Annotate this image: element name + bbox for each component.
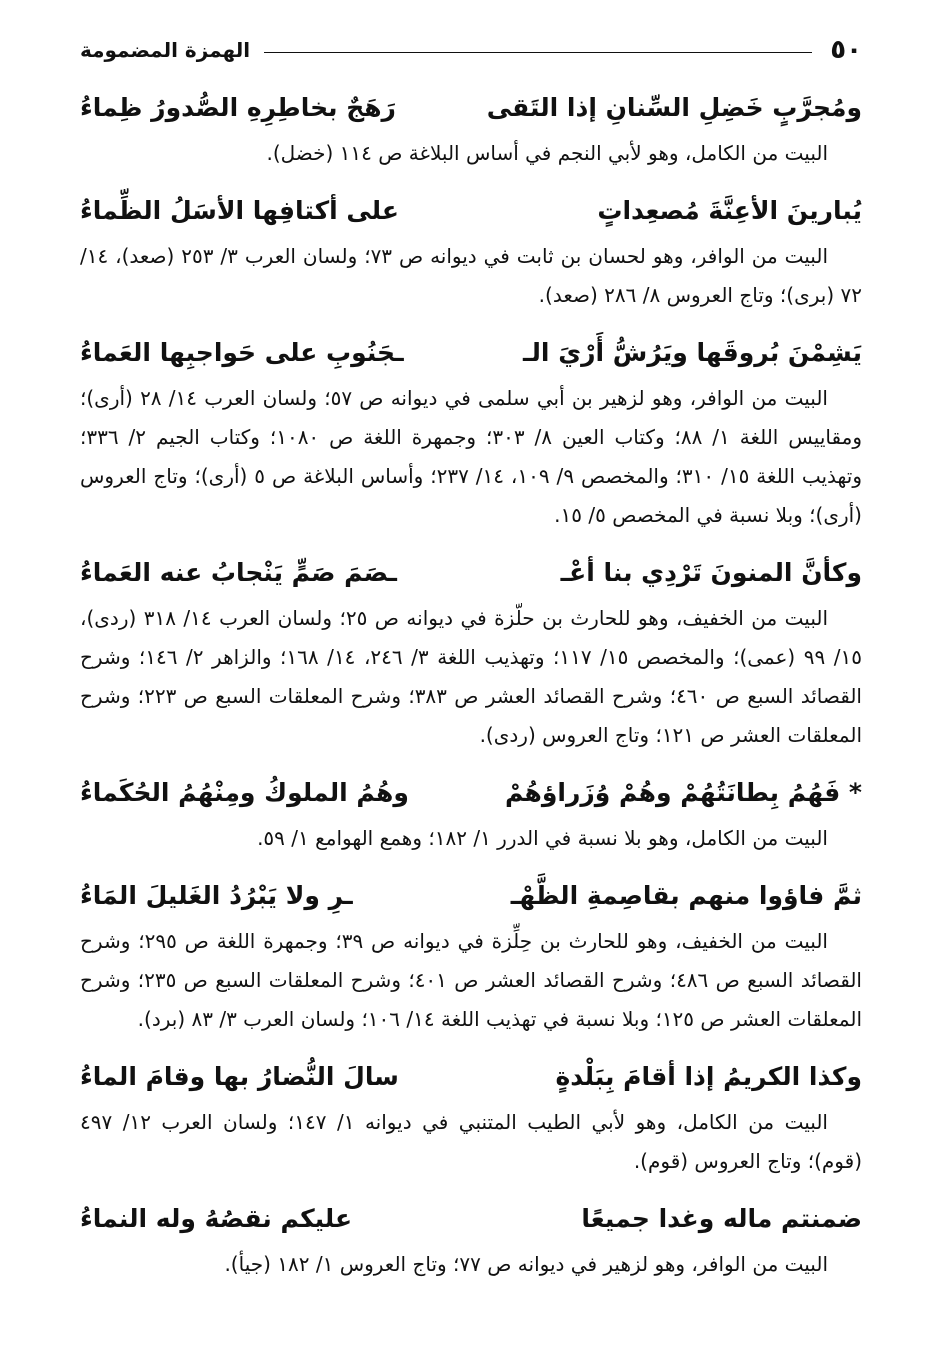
verse-second-hemistich: رَهَجٌ بخاطِرِهِ الصُّدورُ ظِماءُ xyxy=(80,93,396,122)
verse-second-hemistich: ـجَنُوبِ على حَواجبِها العَماءُ xyxy=(80,338,404,367)
verse-second-hemistich: وهُمُ الملوكُ ومِنْهُمُ الحُكَماءُ xyxy=(80,778,409,807)
verse-first-hemistich: ضمنتم ماله وغدا جميعًا xyxy=(581,1204,862,1233)
verse-line xyxy=(80,191,862,231)
verse-entry xyxy=(80,1057,862,1181)
verse-commentary: البيت من الكامل، وهو لأبي النجم في أساس البلاغة ص ١١٤ (خضل). xyxy=(266,141,828,165)
verse-first-hemistich: ثمَّ فاؤوا منهم بقاصِمةِ الظَّهْـ xyxy=(510,881,862,910)
verse-commentary: البيت من الكامل، وهو بلا نسبة في الدرر ١/ ١٨٢؛ وهمع الهوامع ١/ ٥٩. xyxy=(257,826,828,850)
verse-commentary: البيت من الخفيف، وهو للحارث بن حلّزة في ديوانه ص ٢٥؛ ولسان العرب ١٤/ ٣١٨ (ردى)، ١٥/ ٩٩ (عمى)؛ والمخصص ١٥/ ١١٧؛ وتهذيب اللغة ٣/ ٢٤٦، ١٤/ ١٦٨؛ والزاهر ٢/ ١٤٦؛ وشرح القصائد السبع ص ٤٦٠؛ وشرح القصائد العشر ص ٣٨٣؛ وشرح المعلقات السبع ص ٢٢٣؛ وشرح المعلقات العشر ص ١٢١؛ وتاج العروس (ردى). xyxy=(80,606,862,747)
verse-commentary: البيت من الكامل، وهو لأبي الطيب المتنبي في ديوانه ١/ ١٤٧؛ ولسان العرب ١٢/ ٤٩٧ (قوم)؛ وتاج العروس (قوم). xyxy=(80,1110,862,1173)
verse-entry xyxy=(80,333,862,535)
verse-commentary: البيت من الوافر، وهو لزهير بن أبي سلمى في ديوانه ص ٥٧؛ ولسان العرب ١٤/ ٢٨ (أرى)؛ ومقاييس اللغة ١/ ٨٨؛ وكتاب العين ٨/ ٣٠٣؛ وجمهرة اللغة ص ١٠٨٠؛ وكتاب الجيم ٢/ ٣٣٦؛ وتهذيب اللغة ١٥/ ٣١٠؛ والمخصص ٩/ ١٠٩، ١٤/ ٢٣٧؛ وأساس البلاغة ص ٥ (أرى)؛ وتاج العروس (أرى)؛ وبلا نسبة في المخصص ٥/ ١٥. xyxy=(80,386,862,527)
verse-commentary: البيت من الخفيف، وهو للحارث بن حِلِّزة في ديوانه ص ٣٩؛ وجمهرة اللغة ص ٢٩٥؛ وشرح القصائد السبع ص ٤٨٦؛ وشرح القصائد العشر ص ٤٠١؛ وشرح المعلقات السبع ص ٢٣٥؛ وشرح المعلقات العشر ص ١٢٥؛ وبلا نسبة في تهذيب اللغة ١٤/ ١٠٦؛ ولسان العرب ٣/ ٨٣ (برد). xyxy=(80,929,862,1031)
verse-second-hemistich: ـرِ ولا يَبْرُدُ الغَليلَ المَاءُ xyxy=(80,881,353,910)
verse-entry xyxy=(80,773,862,858)
verse-first-hemistich: وكأنَّ المنونَ تَرْدِي بنا أعْـ xyxy=(560,558,862,587)
page-header xyxy=(80,30,862,70)
verse-entry xyxy=(80,191,862,315)
verse-second-hemistich: ـصَمَ صَمٍّ يَنْجابُ عنه العَماءُ xyxy=(80,558,397,587)
verse-first-hemistich: وكذا الكريمُ إذا أقامَ بِبَلْدةٍ xyxy=(555,1062,862,1091)
verse-line xyxy=(80,333,862,373)
verse-commentary: البيت من الوافر، وهو لزهير في ديوانه ص ٧٧؛ وتاج العروس ١/ ١٨٢ (جيأ). xyxy=(224,1252,828,1276)
verse-second-hemistich: سالَ النُّضارُ بها وقامَ الماءُ xyxy=(80,1062,399,1091)
verse-entry xyxy=(80,553,862,755)
page-number: ٥٠ xyxy=(830,35,862,65)
verse-entry xyxy=(80,88,862,173)
verse-commentary: البيت من الوافر، وهو لحسان بن ثابت في ديوانه ص ٧٣؛ ولسان العرب ٣/ ٢٥٣ (صعد)، ١٤/ ٧٢ (برى)؛ وتاج العروس ٨/ ٢٨٦ (صعد). xyxy=(80,244,862,307)
verse-first-hemistich: يَشِمْنَ بُروقَها ويَرُشُّ أَرْيَ الـ xyxy=(523,338,862,367)
verse-entry xyxy=(80,876,862,1039)
verse-line xyxy=(80,553,862,593)
verse-line xyxy=(80,88,862,128)
verse-entry xyxy=(80,1199,862,1284)
running-title: الهمزة المضمومة xyxy=(80,38,251,62)
verse-second-hemistich: عليكم نقصُهُ وله النماءُ xyxy=(80,1204,353,1233)
header-rule xyxy=(264,52,812,53)
verse-line xyxy=(80,876,862,916)
verse-line xyxy=(80,1057,862,1097)
verse-line xyxy=(80,773,862,813)
verse-first-hemistich: * فَهُمُ بِطانَتُهُمْ وهُمْ وُزَراؤهُمْ xyxy=(504,778,862,807)
verse-first-hemistich: ومُجرَّبٍ خَضِلِ السِّنانِ إذا التَقى xyxy=(486,93,862,122)
verse-second-hemistich: على أكتافِها الأسَلُ الظِّماءُ xyxy=(80,196,399,225)
verse-line xyxy=(80,1199,862,1239)
verse-first-hemistich: يُبارينَ الأعِنَّةَ مُصعِداتٍ xyxy=(597,196,862,225)
